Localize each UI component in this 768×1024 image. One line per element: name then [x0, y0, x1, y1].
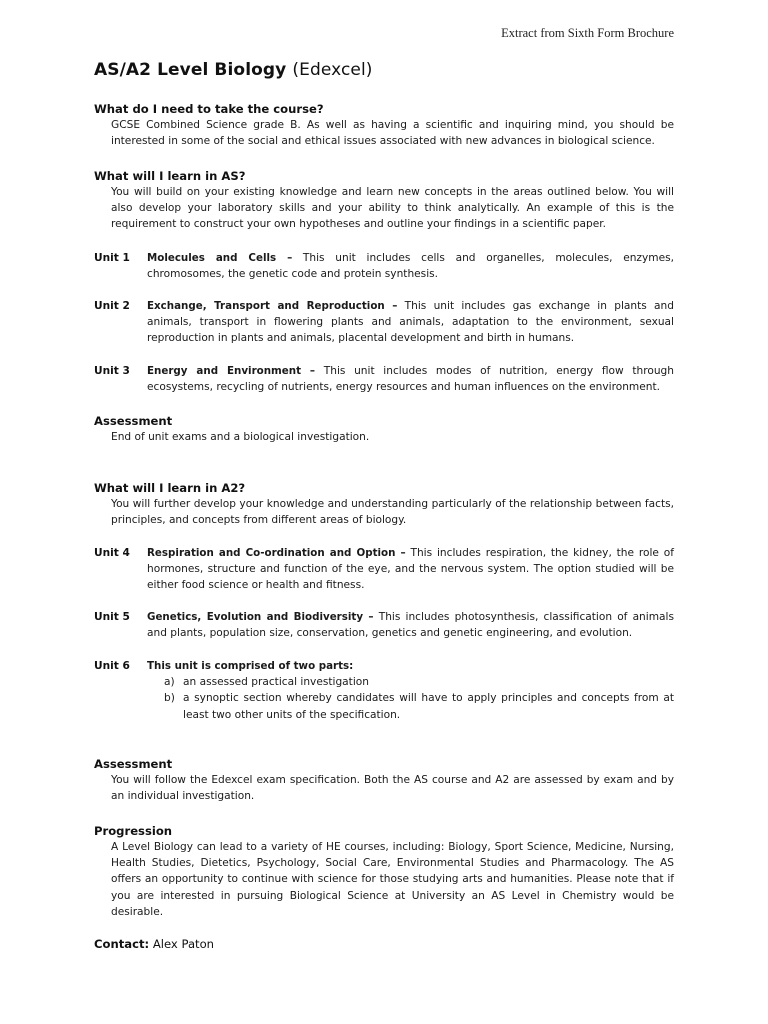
unit-description: [147, 298, 674, 347]
as-assessment-heading: Assessment: [94, 414, 173, 428]
progression-section: [94, 823, 674, 920]
unit-description: [147, 609, 674, 641]
unit-title: Energy and Environment –: [147, 365, 316, 377]
prereq-section: [94, 101, 674, 149]
unit-description: [147, 363, 674, 395]
prereq-text: GCSE Combined Science grade B. As well as having a scientific and inquiring mind, you should be interested in some of the social and ethical issues associated with new advances in biological science.: [111, 119, 674, 148]
a2-assessment-text: You will follow the Edexcel exam specification. Both the AS course and A2 are assessed by exam and by an individual investigation.: [111, 774, 674, 803]
unit-title: Exchange, Transport and Reproduction –: [147, 300, 398, 312]
list-marker: b): [164, 692, 175, 705]
title-main: AS/A2 Level Biology: [94, 60, 287, 80]
list-item: [147, 674, 674, 690]
unit-1: [94, 250, 674, 282]
prereq-heading: What do I need to take the course?: [94, 102, 324, 116]
progression-text: A Level Biology can lead to a variety of HE courses, including: Biology, Sport Science, Medicine, Nursing, Health Studies, Dietetics, Psychology, Social Care, Environmental Studies and Pharmacology. The AS offers an opportunity to continue with science for those studying arts and humanities. Please note that if you are interested in pursuing Biological Science at University an AS Level in Chemistry would be desirable.: [111, 841, 674, 918]
list-marker: a): [164, 676, 175, 689]
unit-2: [94, 298, 674, 347]
as-assessment-text: End of unit exams and a biological investigation.: [111, 431, 370, 443]
unit-text: This unit includes cells and organelles, molecules, enzymes, chromosomes, the genetic code and protein synthesis.: [147, 252, 674, 281]
unit-number: Unit 6: [94, 660, 130, 672]
list-item: [147, 690, 674, 722]
unit-number: Unit 3: [94, 365, 130, 377]
unit-title: Respiration and Co-ordination and Option –: [147, 547, 406, 559]
a2-assessment-heading: Assessment: [94, 757, 173, 771]
contact-name: Alex Paton: [152, 937, 215, 951]
header-note: Extract from Sixth Form Brochure: [501, 26, 674, 40]
a2-assessment-section: [94, 756, 674, 804]
unit-number: Unit 1: [94, 252, 130, 264]
list-text: an assessed practical investigation: [183, 676, 369, 689]
progression-heading: Progression: [94, 824, 173, 838]
unit-4: [94, 545, 674, 594]
as-learn-section: [94, 168, 674, 233]
a2-learn-heading: What will I learn in A2?: [94, 481, 246, 495]
unit-text: This includes respiration, the kidney, the role of hormones, structure and function of the eye, and the nervous system. The option studied will be either food science or health and fitness.: [147, 547, 674, 592]
as-learn-heading: What will I learn in AS?: [94, 169, 246, 183]
unit-title: Genetics, Evolution and Biodiversity –: [147, 611, 374, 623]
as-learn-text: You will build on your existing knowledge and learn new concepts in the areas outlined below. You will also develop your laboratory skills and your ability to think analytically. An example of this is the requirement to construct your own hypotheses and outline your findings in a scientific paper.: [111, 186, 674, 231]
a2-learn-section: [94, 480, 674, 528]
unit-parts-list: [147, 674, 674, 723]
a2-learn-text: You will further develop your knowledge and understanding particularly of the relationship between facts, principles, and concepts from different areas of biology.: [111, 498, 674, 527]
contact-line: [94, 937, 214, 951]
as-assessment-section: [94, 413, 674, 445]
unit-title: This unit is comprised of two parts:: [147, 660, 354, 672]
unit-number: Unit 4: [94, 547, 130, 559]
unit-text: This unit includes gas exchange in plants and animals, transport in flowering plants and animals, adaptation to the environment, sexual reproduction in plants and animals, placental development and birth in humans.: [147, 300, 674, 345]
unit-number: Unit 2: [94, 300, 130, 312]
contact-label: Contact:: [94, 937, 150, 951]
unit-description: [147, 658, 674, 723]
title-sub: (Edexcel): [292, 60, 373, 80]
unit-3: [94, 363, 674, 395]
unit-5: [94, 609, 674, 641]
unit-title: Molecules and Cells –: [147, 252, 293, 264]
unit-text: This includes photosynthesis, classification of animals and plants, population size, conservation, genetics and genetic engineering, and evolution.: [147, 611, 674, 640]
page-title: [94, 60, 373, 80]
unit-description: [147, 250, 674, 282]
unit-6: [94, 658, 674, 723]
unit-description: [147, 545, 674, 594]
list-text: a synoptic section whereby candidates will have to apply principles and concepts from at least two other units of the specification.: [183, 692, 674, 721]
unit-number: Unit 5: [94, 611, 130, 623]
unit-text: This unit includes modes of nutrition, energy flow through ecosystems, recycling of nutrients, energy resources and human influences on the environment.: [147, 365, 674, 394]
